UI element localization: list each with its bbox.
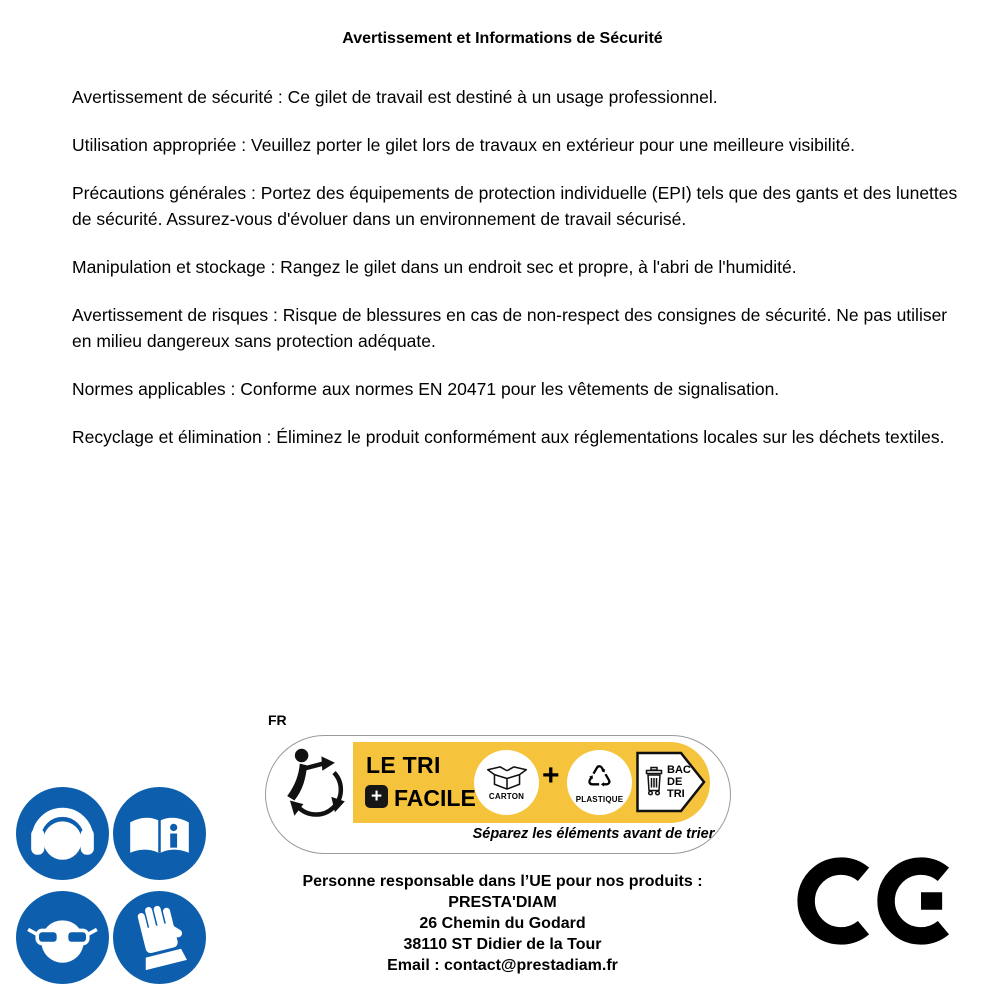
carton-material-badge <box>474 750 539 815</box>
paragraph-proper-use: Utilisation appropriée : Veuillez porter le gilet lors de travaux en extérieur pour une meilleure visibilité. <box>72 135 856 155</box>
bac-de-tri-tag <box>636 751 706 813</box>
trash-bin-icon <box>644 765 664 797</box>
facile-text: FACILE <box>394 785 476 811</box>
read-instruction-manual-icon <box>112 786 207 881</box>
paragraph-general-precautions: Précautions générales : Portez des équipements de protection individuelle (EPI) tels que des gants et des lunettes de sécurité. Assurez-vous d'évoluer dans un environnement de travail sécurisé. <box>72 183 958 229</box>
wear-ear-protection-icon <box>15 786 110 881</box>
materials-plus: + <box>542 759 560 792</box>
carton-box-icon <box>485 764 529 791</box>
carton-label: CARTON <box>488 792 525 801</box>
paragraph-risk-warning: Avertissement de risques : Risque de blessures en cas de non-respect des consignes de sécurité. Ne pas utiliser en milieu dangereux sans protection adéquate. <box>72 305 948 351</box>
address-line-2: 38110 ST Didier de la Tour <box>403 936 602 953</box>
letri-text: LE TRI <box>366 752 441 778</box>
safety-paragraphs <box>72 84 967 472</box>
plus-badge: + <box>365 785 388 808</box>
email-line: Email : contact@prestadiam.fr <box>387 957 618 974</box>
tri-facile-label <box>265 735 731 854</box>
paragraph-standards: Normes applicables : Conforme aux normes EN 20471 pour les vêtements de signalisation. <box>72 379 780 399</box>
responsible-person-block <box>260 871 745 976</box>
address-line-1: 26 Chemin du Godard <box>419 915 586 932</box>
plastique-material-badge <box>567 750 632 815</box>
ce-mark-icon <box>797 852 955 950</box>
page-title: Avertissement et Informations de Sécurité <box>342 30 663 47</box>
bac-de-tri-text: BAC DE TRI <box>667 764 691 800</box>
paragraph-handling-storage: Manipulation et stockage : Rangez le gilet dans un endroit sec et propre, à l'abri de l'humidité. <box>72 257 797 277</box>
sorting-instruction: Séparez les éléments avant de trier <box>472 826 715 842</box>
company-name: PRESTA'DIAM <box>448 894 557 911</box>
triman-icon <box>280 746 352 828</box>
paragraph-security-warning: Avertissement de sécurité : Ce gilet de travail est destiné à un usage professionnel. <box>72 87 718 107</box>
responsible-heading: Personne responsable dans l’UE pour nos produits : <box>302 873 703 890</box>
plastique-label: PLASTIQUE <box>575 794 624 804</box>
paragraph-recycling: Recyclage et élimination : Éliminez le produit conformément aux réglementations locales sur les déchets textiles. <box>72 427 945 447</box>
tri-yellow-panel <box>353 742 710 823</box>
wear-protective-gloves-icon <box>112 890 207 985</box>
wear-eye-protection-icon <box>15 890 110 985</box>
country-code-label: FR <box>268 712 287 728</box>
recycling-triangle-icon: ♺ <box>586 759 613 795</box>
